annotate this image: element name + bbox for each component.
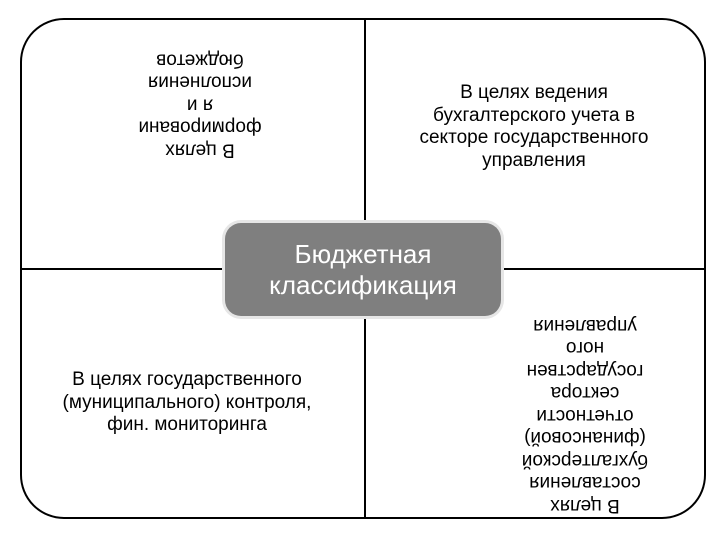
center-box — [225, 223, 501, 316]
quadrant-text-line: В целях государственного — [72, 369, 302, 390]
quadrant-top-right — [378, 82, 690, 172]
quadrant-text-line: составления — [529, 472, 641, 494]
quadrant-text-line: (муниципального) контроля, — [62, 391, 312, 413]
center-title-line: классификация — [269, 269, 457, 300]
quadrant-text-block — [510, 314, 660, 517]
quadrant-top-left — [100, 48, 300, 161]
quadrant-text-line: управления — [482, 149, 586, 171]
quadrant-text-line: исполнения — [147, 72, 253, 93]
quadrant-text-line: фин. мониторинга — [107, 414, 267, 435]
quadrant-text-line: бухгалтерского учета в — [433, 104, 635, 126]
quadrant-text-line: отчетности — [536, 405, 634, 426]
quadrant-text-line: В целях ведения — [460, 82, 608, 103]
quadrant-text-line: секторе государственного — [419, 127, 649, 148]
quadrant-text-line: сектора — [550, 382, 620, 404]
quadrant-text-line: формировани — [138, 117, 262, 138]
quadrant-text-line: ного — [565, 337, 605, 359]
quadrant-text-line: бюджетов — [156, 49, 244, 71]
quadrant-text-line: управления — [533, 315, 637, 336]
quadrant-text-line: В целях — [550, 495, 620, 516]
quadrant-bottom-left — [28, 369, 346, 437]
quadrant-text-line: бухгалтерской — [521, 450, 649, 471]
center-title-line: Бюджетная — [294, 238, 432, 269]
quadrant-text-line: (финансовой) — [524, 427, 646, 449]
quadrant-text-line: я и — [186, 94, 214, 116]
quadrant-text-line: государствен — [526, 360, 644, 381]
quadrant-bottom-right — [400, 302, 660, 516]
quadrant-text-line: В целях — [165, 139, 235, 161]
